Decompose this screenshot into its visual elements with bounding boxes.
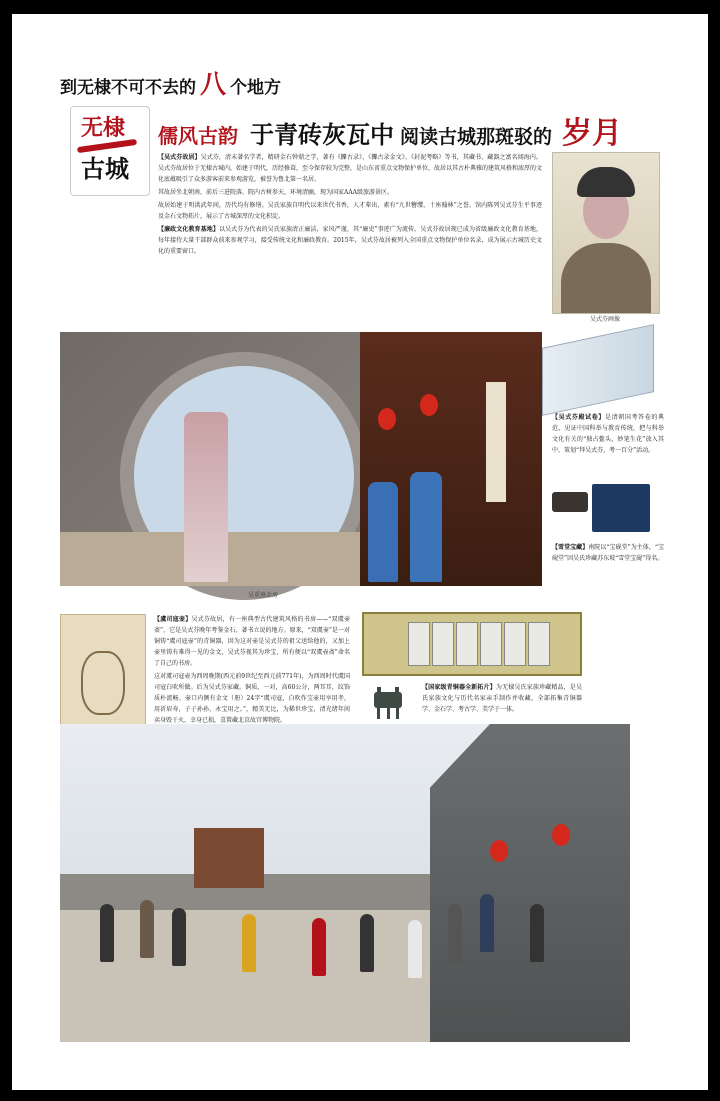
inkstone-book-image	[552, 480, 652, 536]
para-text: 吴式芬，清末著名学者，精研金石钟鼎之学，著有《攈古录》、《攈古录金文》、《封泥考略》等书，其藏书、藏器之富名闻海内。吴式芬故居位于无棣古城内，始建于明代，历经修葺，至今保存较为完整，是山东省重点文物保护单位，故居以其古朴典雅的建筑风格和浓厚的文化底蕴吸引了众多游客前来参观游览，被誉为鲁北第一名居。	[158, 154, 543, 183]
paragraph-history: 故居始建于明洪武年间，历代均有修缮。吴氏家族自明代以来世代书香，人才辈出，素有“九世簪缨，十座翰林”之誉。馆内陈列吴式芬生平事迹及金石文物拓片，展示了古城深厚的文化积淀。	[158, 202, 542, 220]
paragraph-location: 其故居坐北朝南，前后三进院落，院内古树参天，环境清幽，现为国家AAA级旅游景区。	[158, 189, 394, 196]
vase-icon	[81, 651, 125, 715]
paragraph-education	[158, 224, 542, 257]
para-label: 【国家级青铜器全新拓片】	[422, 684, 496, 691]
title-part4: 岁月	[562, 116, 623, 151]
vessel-text	[154, 614, 350, 726]
hanging-sign	[486, 382, 506, 502]
ancient-city-logo	[70, 106, 150, 196]
visitor-figure	[312, 918, 326, 976]
title-part2: 于青砖灰瓦中	[250, 121, 394, 149]
paragraph-intro	[158, 152, 542, 185]
para-text: 为无棣吴氏家族珍藏精品，是吴氏家族文化与历代名家亲手制作并收藏，全部拓集青铜器学、金石学、考古学、美学于一体。	[422, 684, 582, 713]
para-text: 南院以“宝砚堂”为主体，“宝砚堂”因吴氏珍藏苏东坡“雪堂宝砚”得名。	[552, 544, 664, 562]
visitor-figure	[172, 908, 186, 966]
exam-scroll-image	[542, 324, 654, 416]
title-part3: 阅读古城那斑驳的	[400, 126, 553, 148]
inkstone-icon	[552, 492, 588, 512]
lantern-icon	[420, 394, 438, 416]
photo1-caption: 吴重熹金房	[248, 592, 279, 599]
lantern-icon	[378, 408, 396, 430]
rubbing-card	[528, 622, 550, 666]
para-label: 【雪堂宝藏】	[552, 544, 589, 551]
gate-tower	[194, 828, 264, 888]
para-text: 吴式芬故居，有一座典型古代建筑风格的书房——“双虞壶斋”，它是吴式芬晚年考鉴金石、著书立说的地方。原来，“双虞壶”是一对铜铸“虞司寇壶”的青铜器，因为这对壶是吴式芬的祖父送给他的，又加上壶里铸有难得一见的金文，吴式芬视其为珍宝，所有便以“双虞壶斋”命名了自己的书房。	[154, 616, 350, 667]
para-text: 以吴式芬为代表的吴氏家族清正廉洁，家风严谨，其“廉吏”事迹广为流传。吴式芬故居现已成为省级廉政文化教育基地，每年接待大量干部群众前来参观学习，接受传统文化和廉政教育。2015年，吴式芬故居被列入全国重点文物保护单位名录，成为展示古城历史文化的重要窗口。	[158, 226, 542, 255]
robe-shape	[561, 243, 651, 313]
vessel-intro	[154, 614, 350, 669]
logo-line2: 古城	[81, 154, 129, 183]
header-prefix: 到无棣不可不去的	[60, 78, 196, 98]
courtyard-gate	[430, 724, 630, 1042]
rubbing-card	[480, 622, 502, 666]
title-part1: 儒风古韵	[158, 124, 238, 148]
para-label: 【廉政文化教育基地】	[158, 226, 219, 233]
visitor-figure	[140, 900, 154, 958]
moon-gate-photo	[60, 332, 542, 586]
treasure-paragraph	[552, 542, 664, 564]
child-figure	[368, 482, 398, 582]
page-header	[60, 64, 281, 101]
header-number: 八	[200, 70, 227, 100]
logo-line1: 无棣	[81, 115, 126, 141]
para-label: 【虞司寇壶】	[154, 616, 192, 623]
old-city-street-photo	[60, 724, 630, 1042]
header-suffix: 个地方	[230, 78, 282, 98]
visitor-figure	[408, 920, 422, 978]
vessel-rubbing-image	[60, 614, 146, 730]
visitor-figure	[480, 894, 494, 952]
lantern-icon	[490, 840, 508, 862]
visitor-figure	[530, 904, 544, 962]
vessel-detail: 这对虞司寇壶为西周晚期(西元前9世纪至西元前771年)，为西周时代虞国司寇白吹所做。后为吴式芬家藏。铜质，一对，高60公分，两耳耳，纹饰质朴流畅。壶口内侧有金文（册）24字“虞司寇，白吹作宝壶用享用孝，用祈眉寿，子子孙孙，永宝用之。”，精美无比，为稀世珍宝，清光绪年间卖身毁于火，幸身已损，喜置藏北京故宫博物院。	[154, 673, 350, 724]
rubbing-card	[432, 622, 454, 666]
para-label: 【吴式芬故居】	[158, 154, 201, 161]
magazine-page	[12, 14, 708, 1090]
exam-paragraph	[552, 412, 664, 456]
visitor-figure	[242, 914, 256, 972]
article-title	[158, 108, 622, 152]
portrait-caption: 吴式芬画像	[590, 316, 621, 323]
para-label: 【吴式芬殿试卷】	[552, 414, 605, 421]
hat-shape	[577, 167, 635, 197]
rubbing-card	[504, 622, 526, 666]
child-figure	[410, 472, 442, 582]
article-body	[158, 152, 542, 257]
bronze-paragraph	[422, 682, 582, 715]
portrait-image	[552, 152, 660, 314]
bronze-ding-icon	[368, 686, 408, 720]
lantern-icon	[552, 824, 570, 846]
book-icon	[592, 484, 650, 532]
para-text: 是清朝国考答卷的典范，见证中国科举与教育传统，把与科举文化有关的“独占鳌头，妙笔生花”放入其中，策划“拜吴式芬，考一百分”活动。	[552, 414, 664, 454]
bronze-banner-image	[362, 612, 582, 676]
rubbing-card	[456, 622, 478, 666]
visitor-figure	[448, 904, 462, 962]
visitor-figure	[100, 904, 114, 962]
visitor-figure	[360, 914, 374, 972]
rubbing-card	[408, 622, 430, 666]
lady-figure	[184, 412, 228, 582]
